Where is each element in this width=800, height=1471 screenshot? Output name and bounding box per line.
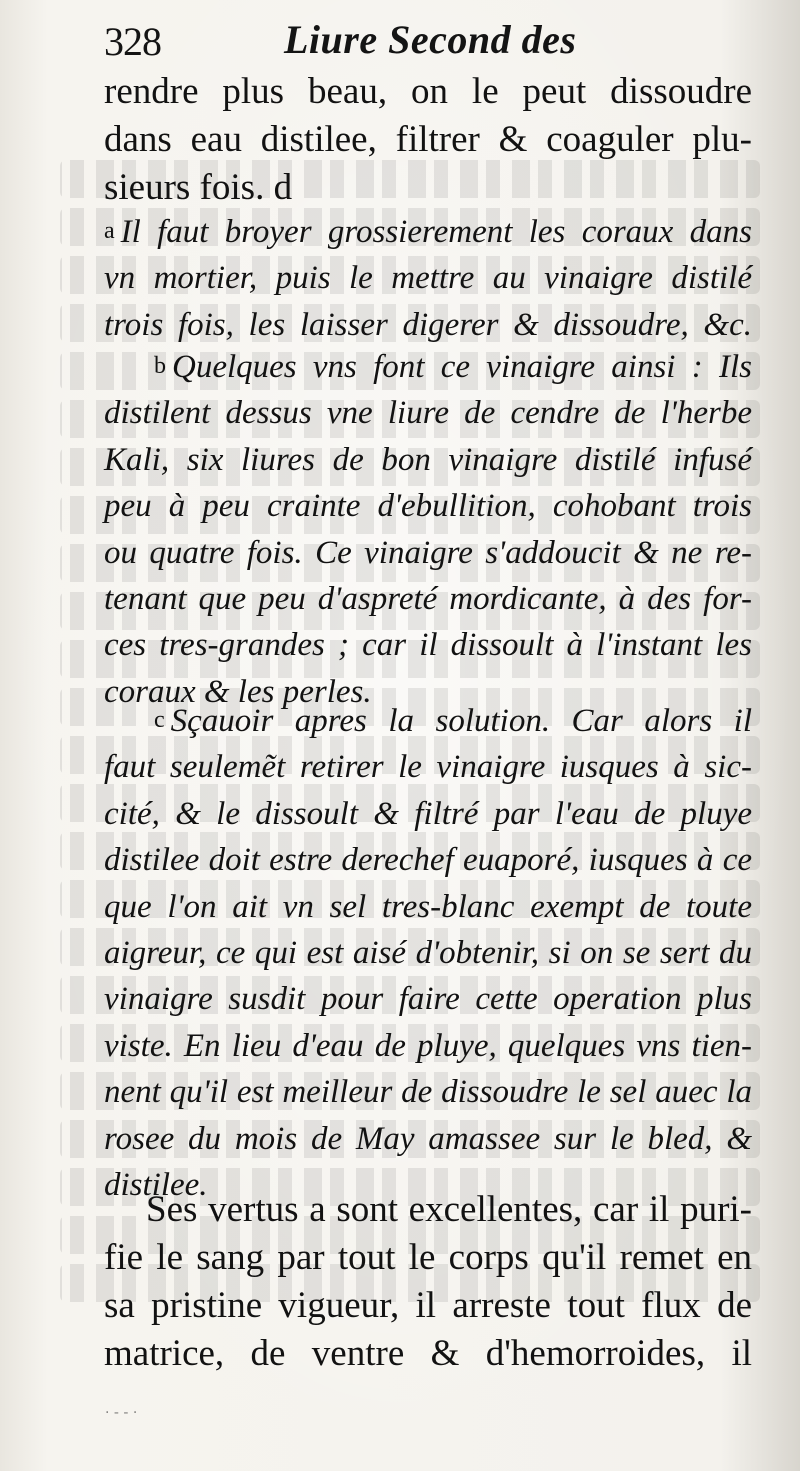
ink-specks: · - - · — [105, 1405, 138, 1421]
body-text-top — [104, 68, 752, 212]
text-line: dans eau distilee, filtrer & coaguler plu- — [104, 119, 752, 160]
note-line — [104, 343, 752, 390]
note-text: Il faut broyer grossierement les coraux dans — [120, 214, 752, 250]
note-marker: c — [154, 707, 165, 733]
note-line: distilent dessus vne liure de cendre de l'herbe — [104, 395, 752, 432]
note-b — [104, 343, 752, 715]
note-line: nent qu'il est meilleur de dissoudre le sel auec la — [104, 1074, 752, 1111]
note-line: aigreur, ce qui est aisé d'obtenir, si on se sert du — [104, 935, 752, 972]
note-line: ou quatre fois. Ce vinaigre s'addoucit & ne re- — [104, 534, 752, 571]
note-line — [104, 208, 752, 255]
note-line: viste. En lieu d'eau de pluye, quelques vns tien- — [104, 1027, 752, 1064]
text-line: fie le sang par tout le corps qu'il remet en — [104, 1237, 752, 1278]
note-line: que l'on ait vn sel tres-blanc exempt de toute — [104, 888, 752, 925]
note-line: tenant que peu d'aspreté mordicante, à des for- — [104, 581, 752, 618]
note-marker: b — [154, 353, 166, 379]
running-title: Liure Second des — [284, 17, 577, 62]
note-line: peu à peu crainte d'ebullition, cohobant trois — [104, 488, 752, 525]
text-line: Ses vertus a sont excellentes, car il puri- — [146, 1189, 752, 1230]
note-text: Quelques vns font ce vinaigre ainsi : Ils — [172, 349, 752, 385]
note-line: rosee du mois de May amassee sur le bled, & — [104, 1120, 752, 1157]
text-line: sa pristine vigueur, il arreste tout flux de — [104, 1285, 752, 1326]
note-line: Kali, six liures de bon vinaigre distilé infusé — [104, 441, 752, 478]
note-line: vn mortier, puis le mettre au vinaigre distilé — [104, 260, 752, 297]
note-line: trois fois, les laisser digerer & dissoudre, &c. — [104, 306, 752, 343]
note-marker: a — [104, 218, 115, 244]
note-line — [104, 697, 752, 744]
note-line: coraux & les perles. — [104, 673, 372, 710]
note-line: faut seulemẽt retirer le vinaigre iusques à sic- — [104, 749, 752, 786]
note-a — [104, 208, 752, 348]
note-line: distilee. — [104, 1167, 208, 1204]
text-line: matrice, de ventre & d'hemorroides, il — [104, 1333, 752, 1374]
note-line: distilee doit estre derechef euaporé, iusques à ce — [104, 842, 752, 879]
page-number: 328 — [104, 19, 161, 64]
text-line: rendre plus beau, on le peut dissoudre — [104, 71, 752, 112]
note-c — [104, 697, 752, 1208]
note-line: ces tres-grandes ; car il dissoult à l'instant les — [104, 627, 752, 664]
note-text: Sçauoir apres la solution. Car alors il — [170, 703, 752, 739]
running-header — [104, 14, 744, 70]
body-text-bottom — [104, 1186, 752, 1378]
note-line: cité, & le dissoult & filtré par l'eau de pluye — [104, 795, 752, 832]
text-line: sieurs fois. d — [104, 167, 293, 208]
note-line: vinaigre susdit pour faire cette operation plus — [104, 981, 752, 1018]
